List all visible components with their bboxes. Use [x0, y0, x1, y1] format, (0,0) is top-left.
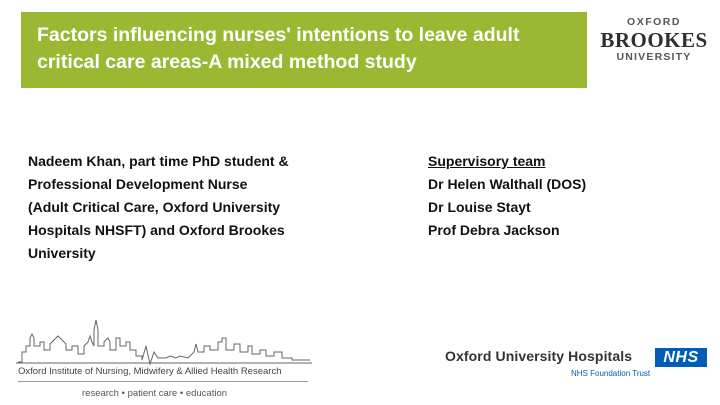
supervisor-member: Prof Debra Jackson [428, 222, 560, 238]
brookes-logo-oxford: OXFORD [627, 16, 681, 28]
brookes-logo-university: UNIVERSITY [616, 51, 692, 63]
author-line: University [28, 245, 96, 261]
ouh-trust-label: NHS Foundation Trust [571, 369, 651, 378]
supervisor-member: Dr Louise Stayt [428, 199, 531, 215]
oxinmahr-name: Oxford Institute of Nursing, Midwifery & Allied Health Research [18, 366, 282, 377]
author-line: Nadeem Khan, part time PhD student & [28, 153, 289, 169]
author-line: Professional Development Nurse [28, 176, 248, 192]
oxford-brookes-logo [598, 16, 710, 76]
slide-title-line-2: critical care areas-A mixed method study [37, 51, 417, 73]
brookes-logo-brookes: BROOKES [600, 28, 708, 52]
author-line: Hospitals NHSFT) and Oxford Brookes [28, 222, 285, 238]
nhs-badge: NHS [655, 348, 707, 367]
oxford-skyline-icon [14, 316, 314, 368]
oxinmahr-divider [18, 381, 308, 382]
author-block [28, 150, 368, 265]
slide-title-line-1: Factors influencing nurses' intentions to leave adult [37, 24, 520, 46]
author-line: (Adult Critical Care, Oxford University [28, 199, 281, 215]
title-bar [21, 12, 587, 88]
oxford-university-hospitals-logo [445, 346, 709, 380]
supervisory-team-heading: Supervisory team [428, 153, 546, 169]
oxinmahr-logo [14, 316, 314, 402]
ouh-name: Oxford University Hospitals [445, 348, 633, 364]
supervisor-member: Dr Helen Walthall (DOS) [428, 176, 587, 192]
oxinmahr-tagline: research • patient care • education [82, 388, 228, 399]
supervisory-team-block [428, 150, 678, 242]
